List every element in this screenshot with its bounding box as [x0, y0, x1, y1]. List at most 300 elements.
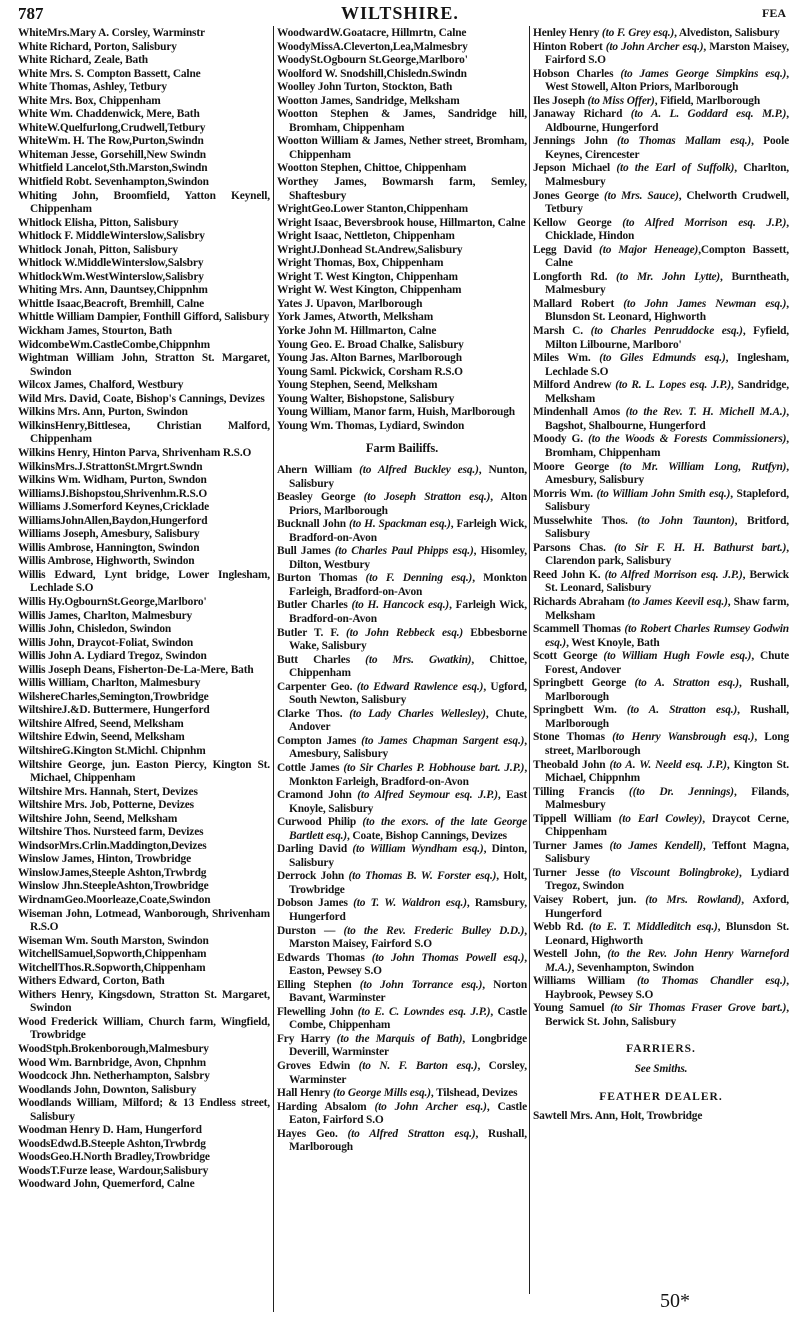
employer: (to John Taunton)	[637, 514, 735, 527]
bailiff-entry	[277, 979, 527, 1006]
bailiff-name: Cottle James	[277, 761, 344, 774]
place: , Shaw farm, Melksham	[545, 595, 789, 622]
bailiff-name: Burton Thomas	[277, 572, 366, 585]
directory-entry: WitchellThos.R.Sopworth,Chippenham	[18, 961, 206, 974]
bailiff-entry	[533, 975, 789, 1002]
directory-entry: Worthey James, Bowmarsh farm, Semley, Shaftesbury	[277, 176, 527, 202]
bailiff-name: Stone Thomas	[533, 731, 613, 744]
place: , Hisomley, Dilton, Westbury	[289, 545, 527, 571]
directory-entry: WirdnamGeo.Moorleaze,Coate,Swindon	[18, 894, 211, 906]
bailiff-entry	[277, 762, 527, 789]
directory-entry: Willis Ambrose, Highworth, Swindon	[18, 555, 195, 568]
directory-entry: Woolley John Turton, Stockton, Bath	[277, 81, 453, 94]
employer: (to Giles Edmunds esq.)	[599, 352, 726, 365]
bailiff-entry	[533, 840, 789, 867]
bailiff-name: Jones George	[533, 189, 604, 202]
directory-entry: Wright T. West Kington, Chippenham	[277, 270, 458, 283]
directory-entry: Wiltshire Thos. Nursteed farm, Devizes	[18, 826, 204, 839]
bailiff-name: Bull James	[277, 545, 335, 558]
bailiff-name: Musselwhite Thos.	[533, 514, 638, 527]
bailiff-name: Reed John K.	[533, 568, 605, 581]
bailiff-entry	[533, 190, 789, 217]
place: , Charlton, Malmesbury	[545, 162, 789, 189]
directory-entry: WilkinsHenry,Bittlesea, Christian Malford, Chippenham	[18, 419, 270, 446]
employer: (to Charles Paul Phipps esq.)	[334, 545, 474, 558]
directory-entry: Willis John, Chisledon, Swindon	[18, 623, 172, 636]
directory-entry: Whitfield Robt. Sevenhampton,Swindon	[18, 176, 209, 189]
bailiff-name: Darling David	[277, 843, 353, 856]
directory-entry: Willis Edward, Lynt bridge, Lower Inglesham, Lechlade S.O	[18, 568, 270, 595]
employer: (to the Earl of Suffolk)	[616, 162, 735, 175]
place: , Kington St. Michael, Chippnhm	[545, 758, 789, 785]
employer: (to Alfred Morrison esq. J.P.)	[604, 568, 743, 581]
employer: (to Robert Charles Rumsey Godwin esq.)	[545, 623, 789, 649]
directory-entry: WitchellSamuel,Sopworth,Chippenham	[18, 948, 207, 961]
directory-entry: Williams J.Somerford Keynes,Cricklade	[18, 501, 210, 514]
bailiff-name: Marsh C.	[533, 325, 591, 338]
employer: (to the Woods & Forests Commissioners)	[588, 433, 787, 446]
directory-entry: Whitlock Elisha, Pitton, Salisbury	[18, 216, 179, 229]
bailiff-name: Tippell William	[533, 812, 619, 825]
bailiff-entry	[533, 596, 789, 623]
bailiff-entry	[277, 599, 527, 626]
employer: (to James Keevil esq.)	[627, 595, 728, 608]
bailiff-name: Mindenhall Amos	[533, 406, 626, 419]
bailiff-entry	[533, 41, 789, 68]
bailiff-entry	[533, 95, 789, 109]
place: , Holt, Trowbridge	[289, 870, 527, 896]
place: , West Stowell, Alton Priors, Marlborough	[545, 67, 789, 94]
place: , East Knoyle, Salisbury	[289, 789, 527, 815]
bailiff-name: Bucknall John	[277, 518, 349, 531]
bailiff-entry	[277, 1060, 527, 1087]
bailiff-entry	[533, 433, 789, 460]
employer: (to James George Simpkins esq.)	[620, 67, 787, 80]
page-title: WILTSHIRE.	[341, 3, 459, 23]
directory-entry: Wiseman Wm. South Marston, Swindon	[18, 934, 209, 947]
bailiff-name: Compton James	[277, 734, 362, 747]
bailiff-entry	[533, 244, 789, 271]
cross-reference-note: See Smiths.	[634, 1063, 688, 1076]
bailiff-name: Westell John,	[533, 948, 608, 961]
bailiff-name: Fry Harry	[277, 1032, 337, 1045]
column-2	[277, 27, 527, 1155]
bailiff-name: Scott George	[533, 650, 604, 663]
bailiff-name: Vaisey Robert, jun.	[533, 894, 646, 906]
employer: (to William John Smith esq.)	[596, 487, 731, 500]
feather-dealer-list	[533, 1110, 789, 1124]
bailiff-name: Jennings John	[533, 135, 617, 148]
bailiff-entry	[533, 569, 789, 596]
directory-entry: Winslow Jhn.SteepleAshton,Trowbridge	[18, 880, 209, 893]
place: , Rushall, Marlborough	[545, 704, 789, 730]
directory-entry: WoodStph.Brokenborough,Malmesbury	[18, 1043, 209, 1056]
employer: (to Thomas Mallam esq.)	[616, 135, 752, 148]
directory-entry: Young Geo. E. Broad Chalke, Salisbury	[277, 338, 464, 351]
place: , Fyfield, Milton Lilbourne, Marlboro'	[545, 325, 789, 351]
employer: (to George Mills esq.)	[332, 1087, 431, 1100]
place: , Marston Maisey, Fairford S.O	[545, 40, 789, 67]
directory-entry: WhitlockWm.WestWinterslow,Salisbry	[18, 270, 204, 283]
directory-entry: WrightJ.Donhead St.Andrew,Salisbury	[277, 243, 463, 256]
directory-entry: Wiltshire Mrs. Hannah, Stert, Devizes	[18, 785, 198, 798]
column-3	[533, 27, 789, 1124]
place: , Stapleford, Salisbury	[545, 487, 789, 514]
bailiff-name: Hinton Robert	[533, 40, 606, 53]
directory-entry: White Mrs. S. Compton Bassett, Calne	[18, 67, 201, 80]
directory-entry: WoodwardW.Goatacre, Hillmrtn, Calne	[277, 27, 467, 39]
bailiff-entry	[533, 515, 789, 542]
place: , Teffont Magna, Salisbury	[545, 839, 789, 866]
bailiff-name: Iles Joseph	[533, 94, 588, 107]
employer: (to F. Grey esq.)	[601, 27, 675, 39]
bailiff-name: Springbett Wm.	[533, 704, 627, 717]
bailiff-name: Flewelling John	[277, 1005, 358, 1018]
place: , Long street, Marlborough	[545, 731, 789, 757]
directory-entry: Sawtell Mrs. Ann, Holt, Trowbridge	[533, 1110, 703, 1123]
bailiff-name: Clarke Thos.	[277, 707, 350, 720]
employer: (to Lady Charles Wellesley)	[349, 707, 486, 720]
bailiff-entry	[533, 786, 789, 813]
directory-entry: Whittle William Dampier, Fonthill Gifford, Salisbury	[18, 311, 270, 324]
directory-entry: White Mrs. Box, Chippenham	[18, 94, 161, 107]
bailiff-entry	[533, 217, 789, 244]
place: , Blunsdon St. Leonard, Highworth	[545, 921, 789, 947]
bailiff-name: Ahern William	[277, 463, 360, 476]
directory-entry: WoodySt.Ogbourn St.George,Marlboro'	[277, 54, 468, 67]
employer: (to F. Denning esq.)	[365, 572, 473, 585]
bailiff-name: Carpenter Geo.	[277, 680, 357, 693]
place: , Norton Bavant, Warminster	[289, 978, 527, 1005]
bailiff-name: Beasley George	[277, 491, 364, 504]
bailiff-name: Harding Absalom	[277, 1100, 375, 1113]
place: , Draycot Cerne, Chippenham	[545, 812, 789, 839]
directory-entry: York James, Atworth, Melksham	[277, 311, 434, 324]
farm-bailiffs-list-continued	[533, 27, 789, 1029]
bailiff-entry	[277, 1087, 527, 1101]
bailiff-name: Groves Edwin	[277, 1060, 359, 1073]
place: , Britford, Salisbury	[545, 514, 789, 541]
bailiff-entry	[533, 488, 789, 515]
section-heading-farm-bailiffs: Farm Bailiffs.	[365, 441, 439, 456]
employer: (to H. Hancock esq.)	[351, 599, 450, 612]
employer: (to H. Spackman esq.)	[348, 518, 451, 531]
bailiff-entry	[533, 27, 789, 41]
employer: (to Joseph Stratton esq.)	[363, 491, 491, 504]
place: , Bromham, Chippenham	[545, 433, 789, 459]
bailiff-name: Miles Wm.	[533, 352, 600, 365]
directory-entry: WilshereCharles,Semington,Trowbridge	[18, 690, 209, 703]
place: , Sevenhampton, Swindon	[571, 961, 694, 974]
employer: (to R. L. Lopes esq. J.P.)	[615, 379, 732, 392]
bailiff-name: Janaway Richard	[533, 108, 631, 121]
directory-entry: Whitlock F. MiddleWinterslow,Salisbry	[18, 230, 205, 243]
bailiff-name: Butler Charles	[277, 599, 352, 612]
bailiff-name: Longforth Rd.	[533, 270, 617, 283]
bailiff-name: Legg David	[533, 243, 600, 256]
bailiff-entry	[533, 921, 789, 948]
bailiff-entry	[533, 352, 789, 379]
directory-entry: Wilcox James, Chalford, Westbury	[18, 379, 184, 392]
employer: (to T. W. Waldron esq.)	[353, 897, 467, 910]
bailiff-name: Hall Henry	[277, 1087, 333, 1100]
directory-entry: WilliamsJohnAllen,Baydon,Hungerford	[18, 514, 208, 527]
employer: (to E. T. Middleditch esq.)	[588, 921, 718, 934]
bailiff-name: Jepson Michael	[533, 162, 617, 175]
directory-entry: Wood Wm. Barnbridge, Avon, Chpnhm	[18, 1056, 206, 1069]
place: , Tilshead, Devizes	[430, 1087, 518, 1100]
bailiff-entry	[533, 759, 789, 786]
bailiff-name: Henley Henry	[533, 27, 602, 39]
directory-entry: WoodsGeo.H.North Bradley,Trowbridge	[18, 1151, 210, 1164]
employer: (to William Hugh Fowle esq.)	[603, 650, 752, 663]
employer: (to Miss Offer)	[587, 94, 655, 107]
bailiff-entry	[533, 271, 789, 298]
bailiff-entry	[277, 1101, 527, 1128]
directory-entry: Yorke John M. Hillmarton, Calne	[277, 325, 437, 338]
page-header	[0, 0, 800, 24]
place: , Longbridge Deverill, Warminster	[289, 1032, 527, 1059]
bailiff-entry	[277, 897, 527, 924]
directory-entry: Wootton Stephen & James, Sandridge hill, Bromham, Chippenham	[277, 108, 527, 134]
directory-entry: Whitfield Lancelot,Sth.Marston,Swindn	[18, 162, 208, 175]
directory-entry: Wiltshire Edwin, Seend, Melksham	[18, 731, 185, 744]
place: , Axford, Hungerford	[545, 894, 789, 920]
section-heading-farriers: FARRIERS.	[626, 1043, 696, 1056]
directory-entry: Wiltshire Mrs. Job, Potterne, Devizes	[18, 799, 194, 812]
bailiff-name: Milford Andrew	[533, 379, 616, 392]
directory-entry: Young Jas. Alton Barnes, Marlborough	[277, 352, 462, 365]
bailiff-name: Hobson Charles	[533, 67, 621, 80]
place: , Castle Combe, Chippenham	[289, 1005, 527, 1032]
place: , Berwick St. Leonard, Salisbury	[545, 568, 789, 595]
directory-entry: WrightGeo.Lower Stanton,Chippenham	[277, 203, 468, 216]
directory-entry: Wright Isaac, Nettleton, Chippenham	[277, 230, 455, 243]
bailiff-name: Durston —	[277, 924, 344, 937]
column-divider	[273, 26, 274, 1312]
place: , Poole Keynes, Cirencester	[545, 135, 789, 161]
directory-entry: WilkinsMrs.J.StrattonSt.Mrgrt.Swndn	[18, 460, 203, 473]
directory-entry: Wilkins Wm. Widham, Purton, Swndon	[18, 474, 207, 487]
bailiff-entry	[533, 379, 789, 406]
employer: (to Sir Charles P. Hobhouse bart. J.P.)	[343, 761, 525, 774]
directory-entry: Whiteman Jesse, Gorsehill,New Swindn	[18, 148, 206, 161]
directory-entry: WhiteW.Quelfurlong,Crudwell,Tetbury	[18, 121, 206, 134]
place: , Castle Eaton, Fairford S.O	[289, 1100, 527, 1127]
bailiff-entry	[533, 298, 789, 325]
place: , Bagshot, Shalbourne, Hungerford	[545, 406, 789, 432]
directory-entry: WoodyMissA.Cleverton,Lea,Malmesbry	[277, 40, 468, 53]
employer: (to A. W. Neeld esq. J.P.)	[609, 758, 727, 771]
directory-entry: Wright W. West Kington, Chippenham	[277, 284, 462, 297]
catchword: FEA	[762, 6, 786, 20]
place: , Farleigh Wick, Bradford-on-Avon	[289, 599, 527, 625]
employer: (to Alfred Seymour esq. J.P.)	[357, 789, 498, 802]
place: , Ramsbury, Hungerford	[289, 897, 527, 923]
bailiff-entry	[277, 545, 527, 572]
employer: ((to Dr. Jennings)	[628, 785, 734, 798]
bailiff-name: Kellow George	[533, 216, 623, 229]
place: , Monkton Farleigh, Bradford-on-Avon	[289, 572, 527, 598]
place: , Coate, Bishop Cannings, Devizes	[347, 829, 507, 842]
bailiff-entry	[277, 1128, 527, 1155]
directory-entry: Willis John A. Lydiard Tregoz, Swindon	[18, 650, 207, 663]
employer: (to N. F. Barton esq.)	[358, 1060, 478, 1073]
bailiff-entry	[533, 325, 789, 352]
bailiff-name: Moore George	[533, 460, 620, 473]
bailiff-name: Webb Rd.	[533, 921, 589, 934]
bailiff-entry	[533, 948, 789, 975]
directory-entry: Wright Isaac, Beversbrook house, Hillmarton, Calne	[277, 216, 526, 229]
place: , Farleigh Wick, Bradford-on-Avon	[289, 518, 527, 544]
directory-entry: Woodcock Jhn. Netherhampton, Salsbry	[18, 1070, 210, 1083]
bailiff-name: Derrock John	[277, 870, 349, 883]
bailiff-entry	[277, 952, 527, 979]
place: , Dinton, Salisbury	[289, 843, 527, 869]
bailiff-name: Dobson James	[277, 897, 354, 910]
place: Ebbesborne Wake, Salisbury	[289, 626, 527, 653]
place: , Lydiard Tregoz, Swindon	[545, 866, 789, 893]
place: , Haybrook, Pewsey S.O	[545, 975, 789, 1001]
bailiff-entry	[533, 135, 789, 162]
bailiff-entry	[277, 735, 527, 762]
bailiff-name: Morris Wm.	[533, 487, 597, 500]
place: , Fifield, Marlborough	[654, 94, 761, 107]
column-divider	[529, 26, 530, 1294]
employer: (to Thomas Chandler esq.)	[636, 975, 787, 988]
place: ,Compton Bassett, Calne	[545, 243, 789, 270]
place: , Alvediston, Salisbury	[674, 27, 780, 39]
directory-entry: Woodlands William, Milford; & 13 Endless street, Salisbury	[18, 1097, 270, 1123]
employer: (to John Torrance esq.)	[359, 978, 483, 991]
section-heading-feather-dealer: FEATHER DEALER.	[599, 1090, 723, 1103]
directory-entry: Woodward John, Quemerford, Calne	[18, 1178, 195, 1191]
directory-entry: Willis Ambrose, Hannington, Swindon	[18, 541, 200, 554]
bailiff-entry	[533, 623, 789, 650]
directory-entry: WhiteMrs.Mary A. Corsley, Warminstr	[18, 27, 205, 39]
bailiff-name: Edwards Thomas	[277, 951, 372, 964]
bailiff-entry	[277, 572, 527, 599]
directory-entry: White Thomas, Ashley, Tetbury	[18, 81, 167, 94]
place: , Nunton, Salisbury	[289, 463, 527, 490]
directory-entry: WoodsEdwd.B.Steeple Ashton,Trwbrdg	[18, 1137, 206, 1150]
bailiff-name: Mallard Robert	[533, 297, 624, 310]
bailiff-name: Hayes Geo.	[277, 1127, 348, 1140]
place: , Corsley, Warminster	[289, 1060, 527, 1086]
directory-entry: Winslow James, Hinton, Trowbridge	[18, 853, 191, 866]
bailiff-name: Parsons Chas.	[533, 541, 615, 554]
directory-entry: Wiltshire Alfred, Seend, Melksham	[18, 717, 184, 730]
directory-entry: Willis James, Charlton, Malmesbury	[18, 609, 193, 622]
employer: (to Thomas B. W. Forster esq.)	[348, 870, 497, 883]
bailiff-name: Moody G.	[533, 433, 589, 446]
employer: (to Mr. William Long, Rutfyn)	[619, 460, 787, 473]
bailiff-entry	[533, 461, 789, 488]
place: , Chittoe, Chippenham	[289, 653, 527, 680]
directory-entry: WinslowJames,Steeple Ashton,Trwbrdg	[18, 866, 207, 879]
directory-entry: Wootton Stephen, Chittoe, Chippenham	[277, 162, 467, 175]
employer: (to A. L. Goddard esq. M.P.)	[630, 108, 787, 121]
directory-entry: WiltshireJ.&D. Buttermere, Hungerford	[18, 704, 210, 717]
directory-entry: WhiteWm. H. The Row,Purton,Swindn	[18, 135, 204, 148]
employer: (to the Rev. John Henry Warneford M.A.)	[545, 948, 789, 974]
place: , West Knoyle, Bath	[566, 636, 660, 649]
directory-entry: White Richard, Porton, Salisbury	[18, 40, 177, 53]
bailiff-entry	[533, 650, 789, 677]
bailiff-name: Curwood Philip	[277, 816, 363, 829]
directory-entry: White Wm. Chaddenwick, Mere, Bath	[18, 108, 200, 121]
bailiff-name: Theobald John	[533, 758, 610, 771]
bailiff-entry	[533, 894, 789, 921]
employer: (to Mrs. Rowland)	[645, 894, 742, 906]
bailiff-entry	[277, 843, 527, 870]
bailiff-entry	[533, 813, 789, 840]
page-number: 787	[18, 4, 44, 23]
bailiff-name: Tilling Francis	[533, 785, 629, 798]
employer: (to James Kendell)	[609, 839, 703, 852]
directory-entry: Wood Frederick William, Church farm, Wingfield, Trowbridge	[18, 1015, 270, 1042]
place: , Filands, Malmesbury	[545, 785, 789, 812]
place: , Aldbourne, Hungerford	[545, 108, 789, 134]
directory-entry: Withers Edward, Corton, Bath	[18, 975, 165, 988]
directory-entry: Wiltshire George, jun. Easton Piercy, Kington St. Michael, Chippenham	[18, 758, 270, 785]
directory-entry: Willis Hy.OgbournSt.George,Marlboro'	[18, 595, 207, 608]
directory-entry: WilliamsJ.Bishopstou,Shrivenhm.R.S.O	[18, 487, 208, 500]
directory-entry: Wild Mrs. David, Coate, Bishop's Cannings, Devizes	[18, 392, 265, 405]
directory-entry: Wootton William & James, Nether street, Bromham, Chippenham	[277, 135, 527, 161]
bailiff-entry	[277, 1033, 527, 1060]
bailiff-name: Turner James	[533, 839, 610, 852]
bailiff-entry	[533, 406, 789, 433]
bailiff-name: Springbett George	[533, 677, 635, 690]
bailiff-name: Butler T. F.	[277, 626, 346, 639]
employer: (to John Archer esq.)	[605, 40, 704, 53]
bailiff-entry	[533, 704, 789, 731]
bailiff-entry	[277, 925, 527, 952]
employer: (to John Archer esq.)	[374, 1100, 487, 1113]
employer: (to A. Stratton esq.)	[626, 704, 738, 717]
directory-entry: Whitlock Jonah, Pitton, Salisbury	[18, 243, 178, 256]
bailiff-entry	[277, 464, 527, 491]
employer: (to Alfred Morrison esq. J.P.)	[622, 216, 787, 229]
place: , Blunsdon St. Leonard, Highworth	[545, 297, 789, 324]
employer: (to the Marquis of Bath)	[336, 1032, 463, 1045]
place: , Sandridge, Melksham	[545, 379, 789, 405]
employer: (to Sir F. H. H. Bathurst bart.)	[614, 541, 787, 554]
directory-entry: Wightman William John, Stratton St. Margaret, Swindon	[18, 352, 270, 378]
place: , Amesbury, Salisbury	[545, 460, 789, 487]
employer: (to Sir Thomas Fraser Grove bart.)	[610, 1002, 787, 1015]
directory-entry: Wickham James, Stourton, Bath	[18, 325, 172, 338]
directory-entry: Wilkins Mrs. Ann, Purton, Swindon	[18, 406, 188, 419]
employer: (to Major Heneage)	[599, 243, 699, 256]
employer: (to the Rev. Frederic Bulley D.D.)	[343, 924, 525, 937]
bailiff-entry	[277, 816, 527, 843]
bailiff-entry	[277, 789, 527, 816]
place: , Chute Forest, Andover	[545, 650, 789, 676]
employer: (to John Thomas Powell esq.)	[371, 951, 525, 964]
employer: (to Alfred Stratton esq.)	[347, 1127, 476, 1140]
bailiff-entry	[277, 708, 527, 735]
directory-entry: Withers Henry, Kingsdown, Stratton St. Margaret, Swindon	[18, 988, 270, 1015]
farmers-list-continued	[277, 27, 527, 433]
bailiff-entry	[533, 1002, 789, 1029]
bailiff-name: Turner Jesse	[533, 866, 609, 879]
directory-entry: WindsorMrs.Crlin.Maddington,Devizes	[18, 839, 207, 852]
directory-entry: Woodman Henry D. Ham, Hungerford	[18, 1124, 202, 1137]
place: , Chute, Andover	[289, 707, 527, 734]
directory-entry: Young Wm. Thomas, Lydiard, Swindon	[277, 419, 465, 432]
